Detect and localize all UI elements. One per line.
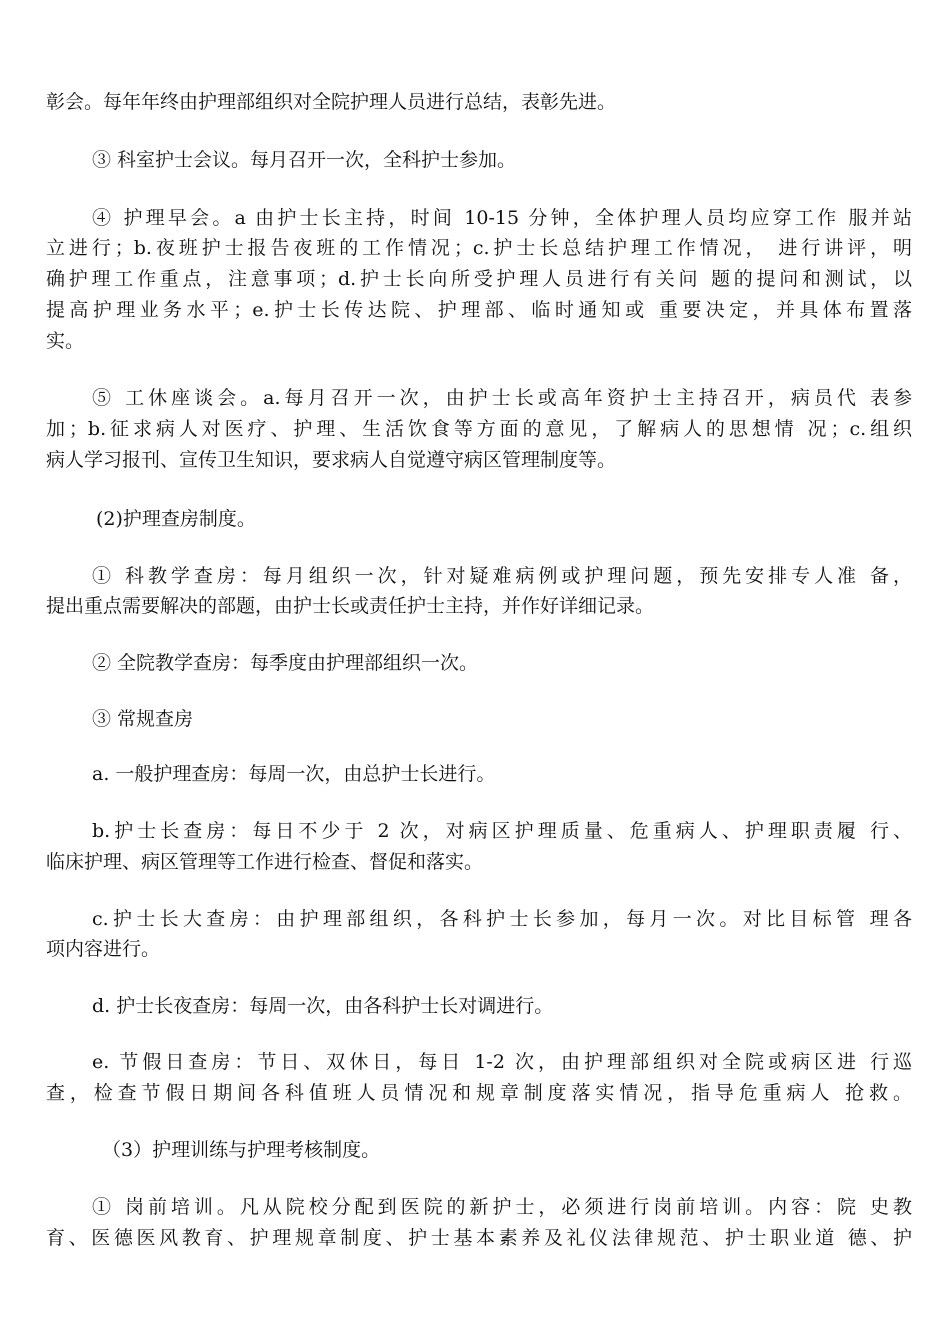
text-line: b.护士长查房：每日不少于 2 次，对病区护理质量、危重病人、护理职责履 行、 [92, 820, 912, 842]
text-line: 查，检查节假日期间各科值班人员情况和规章制度落实情况，指导危重病人 抢救。 [46, 1082, 912, 1104]
text-line: 实。 [46, 330, 85, 352]
text-line: d. 护士长夜查房：每周一次，由各科护士长对调进行。 [92, 995, 554, 1017]
text-line: ① 科教学查房：每月组织一次，针对疑难病例或护理问题，预先安排专人准 备， [92, 565, 912, 587]
text-line: 提高护理业务水平；e.护士长传达院、护理部、临时通知或 重要决定，并具体布置落 [46, 299, 912, 321]
text-line: 加；b.征求病人对医疗、护理、生活饮食等方面的意见，了解病人的思想情 况；c.组织 [46, 418, 912, 440]
text-line: 项内容进行。 [46, 938, 161, 960]
text-line: ④ 护理早会。a 由护士长主持，时间 10-15 分钟，全体护理人员均应穿工作 服并站 [92, 207, 912, 229]
text-line: ③ 常规查房 [92, 708, 194, 730]
text-line: ② 全院教学查房：每季度由护理部组织一次。 [92, 652, 479, 674]
text-line: ③ 科室护士会议。每月召开一次，全科护士参加。 [92, 149, 517, 171]
text-line: 确护理工作重点，注意事项；d.护士长向所受护理人员进行有关问 题的提问和测试，以 [46, 268, 912, 290]
text-line: a. 一般护理查房：每周一次，由总护士长进行。 [92, 763, 496, 785]
text-line: e. 节假日查房：节日、双休日，每日 1-2 次，由护理部组织对全院或病区进 行巡 [92, 1051, 912, 1073]
text-line: 立进行；b.夜班护士报告夜班的工作情况；c.护士长总结护理工作情况， 进行讲评，明 [46, 237, 912, 259]
text-line: 临床护理、病区管理等工作进行检查、督促和落实。 [46, 851, 484, 873]
text-line: 病人学习报刊、宣传卫生知识，要求病人自觉遵守病区管理制度等。 [46, 449, 617, 471]
section-heading: （3）护理训练与护理考核制度。 [102, 1139, 381, 1161]
text-line: 彰会。每年年终由护理部组织对全院护理人员进行总结，表彰先进。 [46, 91, 617, 113]
section-heading: (2)护理查房制度。 [96, 508, 256, 530]
text-line: ① 岗前培训。凡从院校分配到医院的新护士，必须进行岗前培训。内容：院 史教 [92, 1196, 912, 1218]
text-line: 提出重点需要解决的部题，由护士长或责任护士主持，并作好详细记录。 [46, 595, 655, 617]
text-line: 育、医德医风教育、护理规章制度、护士基本素养及礼仪法律规范、护士职业道 德、护 [46, 1227, 912, 1249]
text-line: c.护士长大查房：由护理部组织，各科护士长参加，每月一次。对比目标管 理各 [92, 908, 912, 930]
text-line: ⑤ 工休座谈会。a.每月召开一次，由护士长或高年资护士主持召开，病员代 表参 [92, 387, 912, 409]
